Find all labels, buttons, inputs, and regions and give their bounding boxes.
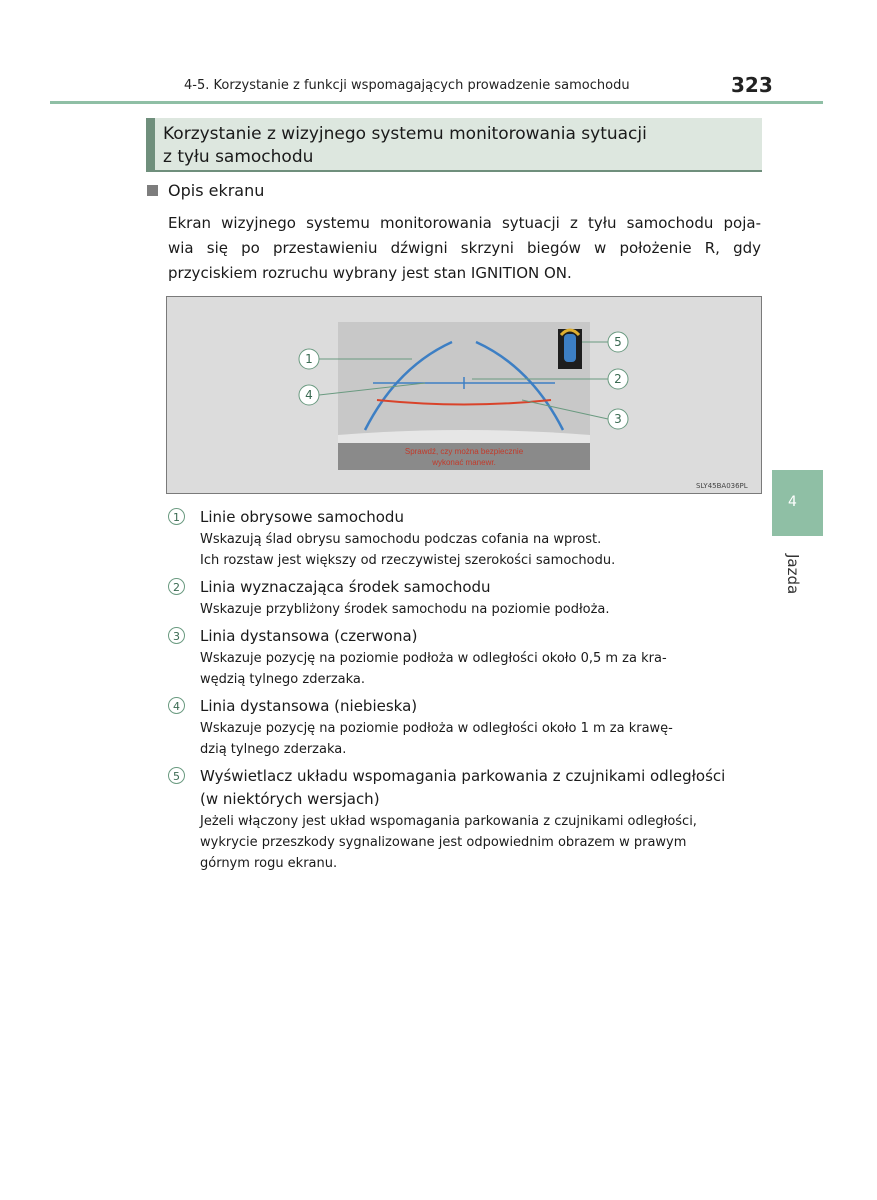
section-title	[163, 123, 753, 169]
section-title-box	[146, 118, 762, 172]
legend-item-3	[168, 625, 768, 690]
header-divider	[50, 101, 823, 104]
legend-title-3: Linia dystansowa (czerwona)	[200, 627, 418, 645]
legend-title-4: Linia dystansowa (niebieska)	[200, 697, 418, 715]
callout-5-label: 5	[614, 335, 622, 349]
legend-desc-1	[200, 529, 763, 571]
chapter-label	[777, 554, 817, 594]
intro-paragraph	[168, 211, 761, 286]
callout-1-label: 1	[305, 352, 313, 366]
legend-num-4: 4	[168, 697, 185, 714]
figure-code: SLY45BA036PL	[696, 482, 748, 490]
legend-num-3: 3	[168, 627, 185, 644]
legend-title-5	[200, 765, 768, 811]
chapter-tab-number: 4	[788, 494, 797, 510]
legend-desc-2-line1: Wskazuje przybliżony środek samochodu na poziomie podłoża.	[200, 602, 610, 617]
section-title-line2: z tyłu samochodu	[163, 147, 314, 167]
legend-title-5-line2: (w niektórych wersjach)	[200, 790, 380, 808]
legend-item-1	[168, 506, 768, 571]
screen-message-line2: wykonać manewr.	[432, 458, 496, 467]
legend-desc-4-line2: dzią tylnego zderzaka.	[200, 742, 347, 757]
chapter-tab	[772, 470, 823, 536]
camera-screen-figure	[166, 296, 762, 494]
chapter-label-text: Jazda	[784, 554, 802, 595]
legend-desc-4	[200, 718, 763, 760]
legend-num-2: 2	[168, 578, 185, 595]
legend-desc-5-line2: wykrycie przeszkody sygnalizowane jest odpowiednim obrazem w prawym	[200, 835, 687, 850]
legend-num-1: 1	[168, 508, 185, 525]
legend-item-5	[168, 765, 768, 874]
legend-desc-1-line2: Ich rozstaw jest większy od rzeczywistej szerokości samochodu.	[200, 553, 616, 568]
legend-desc-3-line1: Wskazuje pozycję na poziomie podłoża w odległości około 0,5 m za kra-	[200, 651, 667, 666]
legend-item-4	[168, 695, 768, 760]
parking-sensor-display	[558, 329, 582, 369]
legend-title-2: Linia wyznaczająca środek samochodu	[200, 578, 491, 596]
legend-desc-4-line1: Wskazuje pozycję na poziomie podłoża w odległości około 1 m za krawę-	[200, 721, 673, 736]
legend-title-5-line1: Wyświetlacz układu wspomagania parkowania z czujnikami odległości	[200, 767, 726, 785]
legend-desc-5-line1: Jeżeli włączony jest układ wspomagania parkowania z czujnikami odległości,	[200, 814, 697, 829]
page-number: 323	[731, 73, 773, 97]
running-header: 4-5. Korzystanie z funkcji wspomagających prowadzenie samochodu	[184, 78, 630, 93]
intro-line-3: przyciskiem rozruchu wybrany jest stan IGNITION ON.	[168, 264, 572, 282]
callout-4-label: 4	[305, 388, 313, 402]
legend-title-1: Linie obrysowe samochodu	[200, 508, 404, 526]
intro-line-2: wia się po przestawieniu dźwigni skrzyni biegów w położenie R, gdy	[168, 239, 761, 257]
legend-desc-5-line3: górnym rogu ekranu.	[200, 856, 338, 871]
legend-item-2	[168, 576, 768, 620]
legend-desc-3	[200, 648, 763, 690]
legend-desc-3-line2: wędzią tylnego zderzaka.	[200, 672, 366, 687]
legend-desc-2	[200, 599, 763, 620]
legend-desc-5	[200, 811, 763, 874]
screen-message-line1: Sprawdź, czy można bezpiecznie	[404, 447, 524, 456]
legend-list	[168, 506, 768, 879]
callout-2-label: 2	[614, 372, 622, 386]
square-bullet-icon	[147, 185, 158, 196]
legend-desc-1-line1: Wskazują ślad obrysu samochodu podczas cofania na wprost.	[200, 532, 602, 547]
legend-num-5: 5	[168, 767, 185, 784]
subsection-title: Opis ekranu	[168, 181, 265, 200]
section-title-line1: Korzystanie z wizyjnego systemu monitorowania sytuacji	[163, 124, 647, 144]
camera-screen-illustration	[167, 297, 761, 493]
callout-3-label: 3	[614, 412, 622, 426]
intro-line-1: Ekran wizyjnego systemu monitorowania sytuacji z tyłu samochodu poja-	[168, 214, 761, 232]
